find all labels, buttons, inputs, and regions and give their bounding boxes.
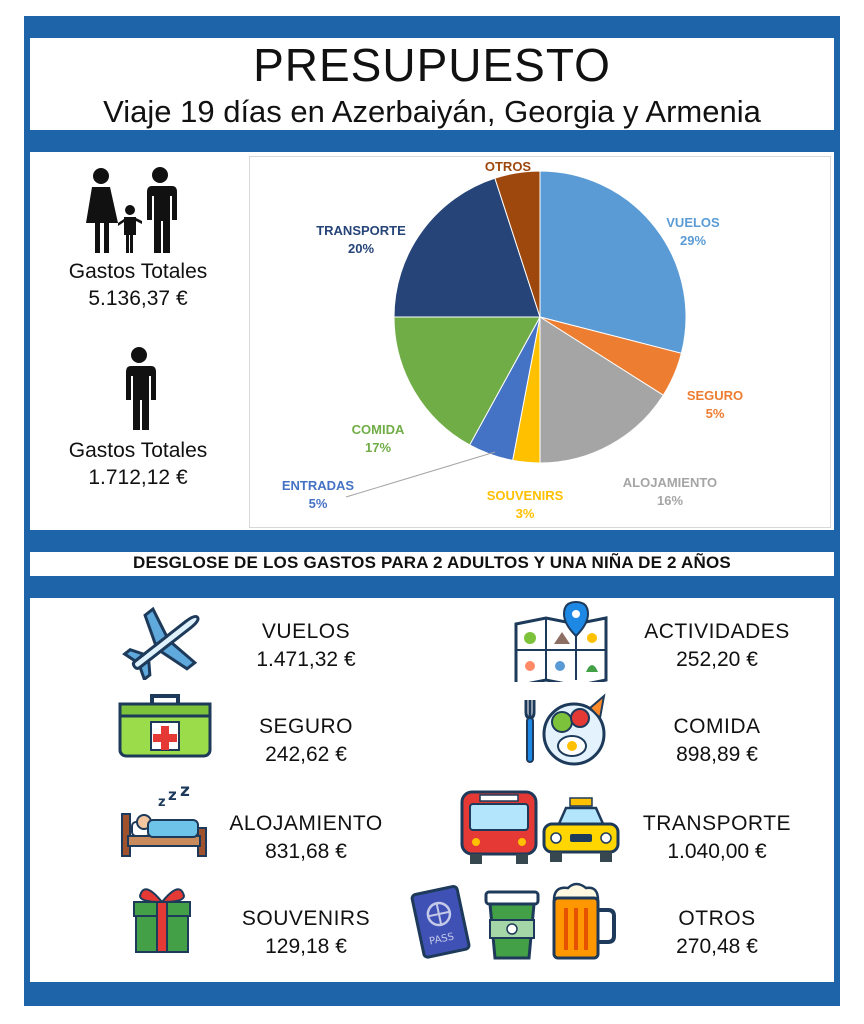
pie-label-souvenirs: SOUVENIRS [486, 488, 564, 503]
bus-taxi-icon [458, 788, 620, 866]
first-aid-kit-icon [118, 692, 212, 758]
passport-coffee-beer-icon [410, 880, 616, 962]
pie-percent-comida: 17% [364, 440, 392, 455]
food-plate-icon [520, 690, 612, 766]
map-pin-icon [514, 600, 610, 682]
breakdown-item-transporte-name: TRANSPORTE [642, 812, 792, 835]
top-band [24, 16, 840, 38]
pie-chart-box [249, 156, 831, 528]
breakdown-item-souvenirs-name: SOUVENIRS [241, 907, 371, 930]
breakdown-item-seguro-value: 242,62 € [265, 743, 347, 766]
pie-percent-transporte: 20% [347, 241, 375, 256]
page-subtitle: Viaje 19 días en Azerbaiyán, Georgia y Armenia [103, 94, 761, 129]
bottom-band [24, 982, 840, 1006]
breakdown-item-otros-name: OTROS [678, 907, 756, 930]
pie-chart [250, 157, 830, 527]
breakdown-item-otros-value: 270,48 € [676, 935, 758, 958]
person-total-value: 1.712,12 € [88, 466, 188, 489]
page-title: PRESUPUESTO [253, 39, 611, 91]
pie-label-transporte: TRANSPORTE [316, 223, 406, 238]
pie-label-seguro: SEGURO [686, 388, 744, 403]
section-band [24, 530, 840, 552]
breakdown-item-alojamiento-value: 831,68 € [265, 840, 347, 863]
svg-text:z: z [158, 795, 166, 810]
breakdown-band [24, 576, 840, 598]
pie-percent-vuelos: 29% [679, 233, 707, 248]
family-total-value: 5.136,37 € [88, 287, 188, 310]
breakdown-item-transporte-value: 1.040,00 € [667, 840, 767, 863]
svg-text:z: z [180, 786, 190, 801]
header-band [24, 130, 840, 152]
breakdown-item-souvenirs-value: 129,18 € [265, 935, 347, 958]
breakdown-item-actividades-value: 252,20 € [676, 648, 758, 671]
person-total-label: Gastos Totales [68, 439, 208, 462]
sleeping-bed-icon [118, 786, 210, 858]
gift-icon [132, 884, 192, 954]
breakdown-title: DESGLOSE DE LOS GASTOS PARA 2 ADULTOS Y UNA NIÑA DE 2 AÑOS [133, 553, 731, 572]
pie-percent-alojamiento: 16% [656, 493, 684, 508]
person-icon [116, 346, 162, 430]
pie-label-comida: COMIDA [351, 422, 405, 437]
right-border [834, 16, 840, 1006]
pie-percent-entradas: 5% [308, 496, 328, 511]
svg-text:z: z [168, 786, 177, 804]
airplane-icon [122, 604, 210, 680]
breakdown-item-alojamiento-name: ALOJAMIENTO [229, 812, 383, 835]
person-total [40, 437, 236, 491]
pie-label-alojamiento: ALOJAMIENTO [622, 475, 718, 490]
breakdown-item-comida-value: 898,89 € [676, 743, 758, 766]
pie-label-entradas: ENTRADAS [281, 478, 355, 493]
family-total-label: Gastos Totales [68, 260, 208, 283]
pie-label-otros: OTROS [484, 159, 532, 174]
pie-leader-line-entradas [346, 452, 495, 497]
family-icon [78, 166, 186, 254]
pie-percent-souvenirs: 3% [515, 506, 535, 521]
svg-text:PASS: PASS [428, 931, 456, 948]
breakdown-item-seguro-name: SEGURO [258, 715, 353, 738]
left-border [24, 16, 30, 1006]
breakdown-item-vuelos-value: 1.471,32 € [256, 648, 356, 671]
family-total [40, 258, 236, 312]
pie-percent-otros: 5% [498, 177, 518, 192]
pie-percent-seguro: 5% [705, 406, 725, 421]
pie-label-vuelos: VUELOS [666, 215, 720, 230]
breakdown-item-vuelos-name: VUELOS [261, 620, 351, 643]
breakdown-item-actividades-name: ACTIVIDADES [644, 620, 790, 643]
breakdown-item-comida-name: COMIDA [673, 715, 761, 738]
